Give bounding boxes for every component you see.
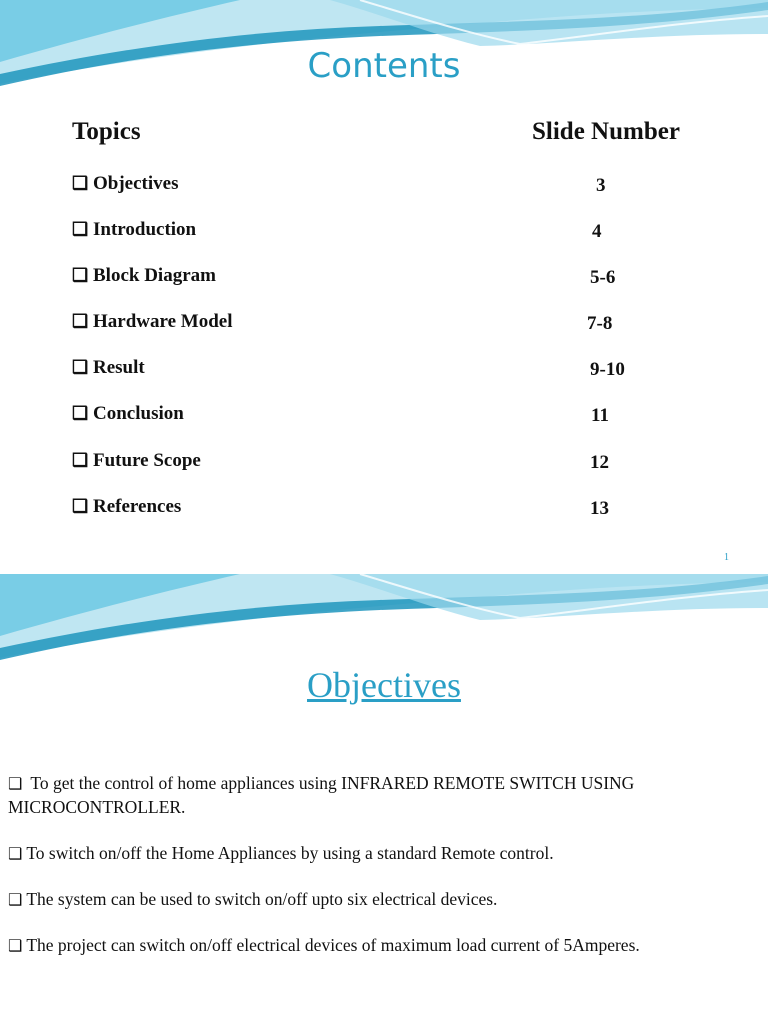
topic-label: Result	[93, 357, 145, 378]
checkbox-bullet-icon: ❑	[8, 892, 23, 909]
checkbox-bullet-icon: ❑	[8, 776, 23, 793]
topics-header: Topics	[72, 118, 141, 145]
page-number: 1	[724, 552, 729, 563]
slide-number: 11	[591, 405, 609, 426]
checkbox-bullet-icon: ❑	[72, 265, 89, 285]
page-title: Objectives	[307, 665, 461, 705]
list-item	[8, 772, 753, 819]
list-item	[72, 357, 712, 383]
slide-number: 13	[590, 498, 609, 519]
checkbox-bullet-icon: ❑	[8, 846, 23, 863]
checkbox-bullet-icon: ❑	[72, 450, 89, 470]
slide-number: 9-10	[590, 359, 625, 380]
topic-label: Introduction	[93, 219, 197, 240]
slide-number-header: Slide Number	[532, 118, 680, 145]
topic-label: Block Diagram	[93, 265, 216, 286]
list-item	[72, 496, 712, 522]
list-item	[8, 888, 753, 912]
wave-decoration	[0, 574, 768, 674]
slide-number: 12	[590, 452, 609, 473]
topic-label: Future Scope	[93, 450, 201, 471]
slide-number: 3	[596, 175, 606, 196]
objective-text: The project can switch on/off electrical devices of maximum load current of 5Amperes.	[26, 935, 640, 955]
list-item	[72, 450, 712, 476]
checkbox-bullet-icon: ❑	[72, 173, 89, 193]
list-item	[72, 219, 712, 245]
objective-text: The system can be used to switch on/off upto six electrical devices.	[26, 889, 498, 909]
topic-label: Conclusion	[93, 403, 184, 424]
list-item	[8, 842, 753, 866]
list-item	[72, 265, 712, 291]
topic-label: Hardware Model	[93, 311, 233, 332]
topic-label: References	[93, 496, 182, 517]
list-item	[72, 403, 712, 429]
list-item	[8, 934, 753, 958]
list-item	[72, 311, 712, 337]
page-title: Contents	[307, 46, 461, 86]
checkbox-bullet-icon: ❑	[72, 496, 89, 516]
slide-number: 7-8	[587, 313, 613, 334]
checkbox-bullet-icon: ❑	[72, 357, 89, 377]
slide-number: 5-6	[590, 267, 616, 288]
checkbox-bullet-icon: ❑	[72, 311, 89, 331]
topic-label: Objectives	[93, 173, 179, 194]
slide-number: 4	[592, 221, 602, 242]
objective-text: To switch on/off the Home Appliances by using a standard Remote control.	[26, 843, 554, 863]
checkbox-bullet-icon: ❑	[72, 219, 89, 239]
slide-objectives	[0, 574, 768, 1024]
list-item	[72, 173, 712, 199]
checkbox-bullet-icon: ❑	[72, 403, 89, 423]
objective-text: To get the control of home appliances using INFRARED REMOTE SWITCH USING MICROCONTROLLER.	[8, 773, 635, 817]
checkbox-bullet-icon: ❑	[8, 938, 23, 955]
